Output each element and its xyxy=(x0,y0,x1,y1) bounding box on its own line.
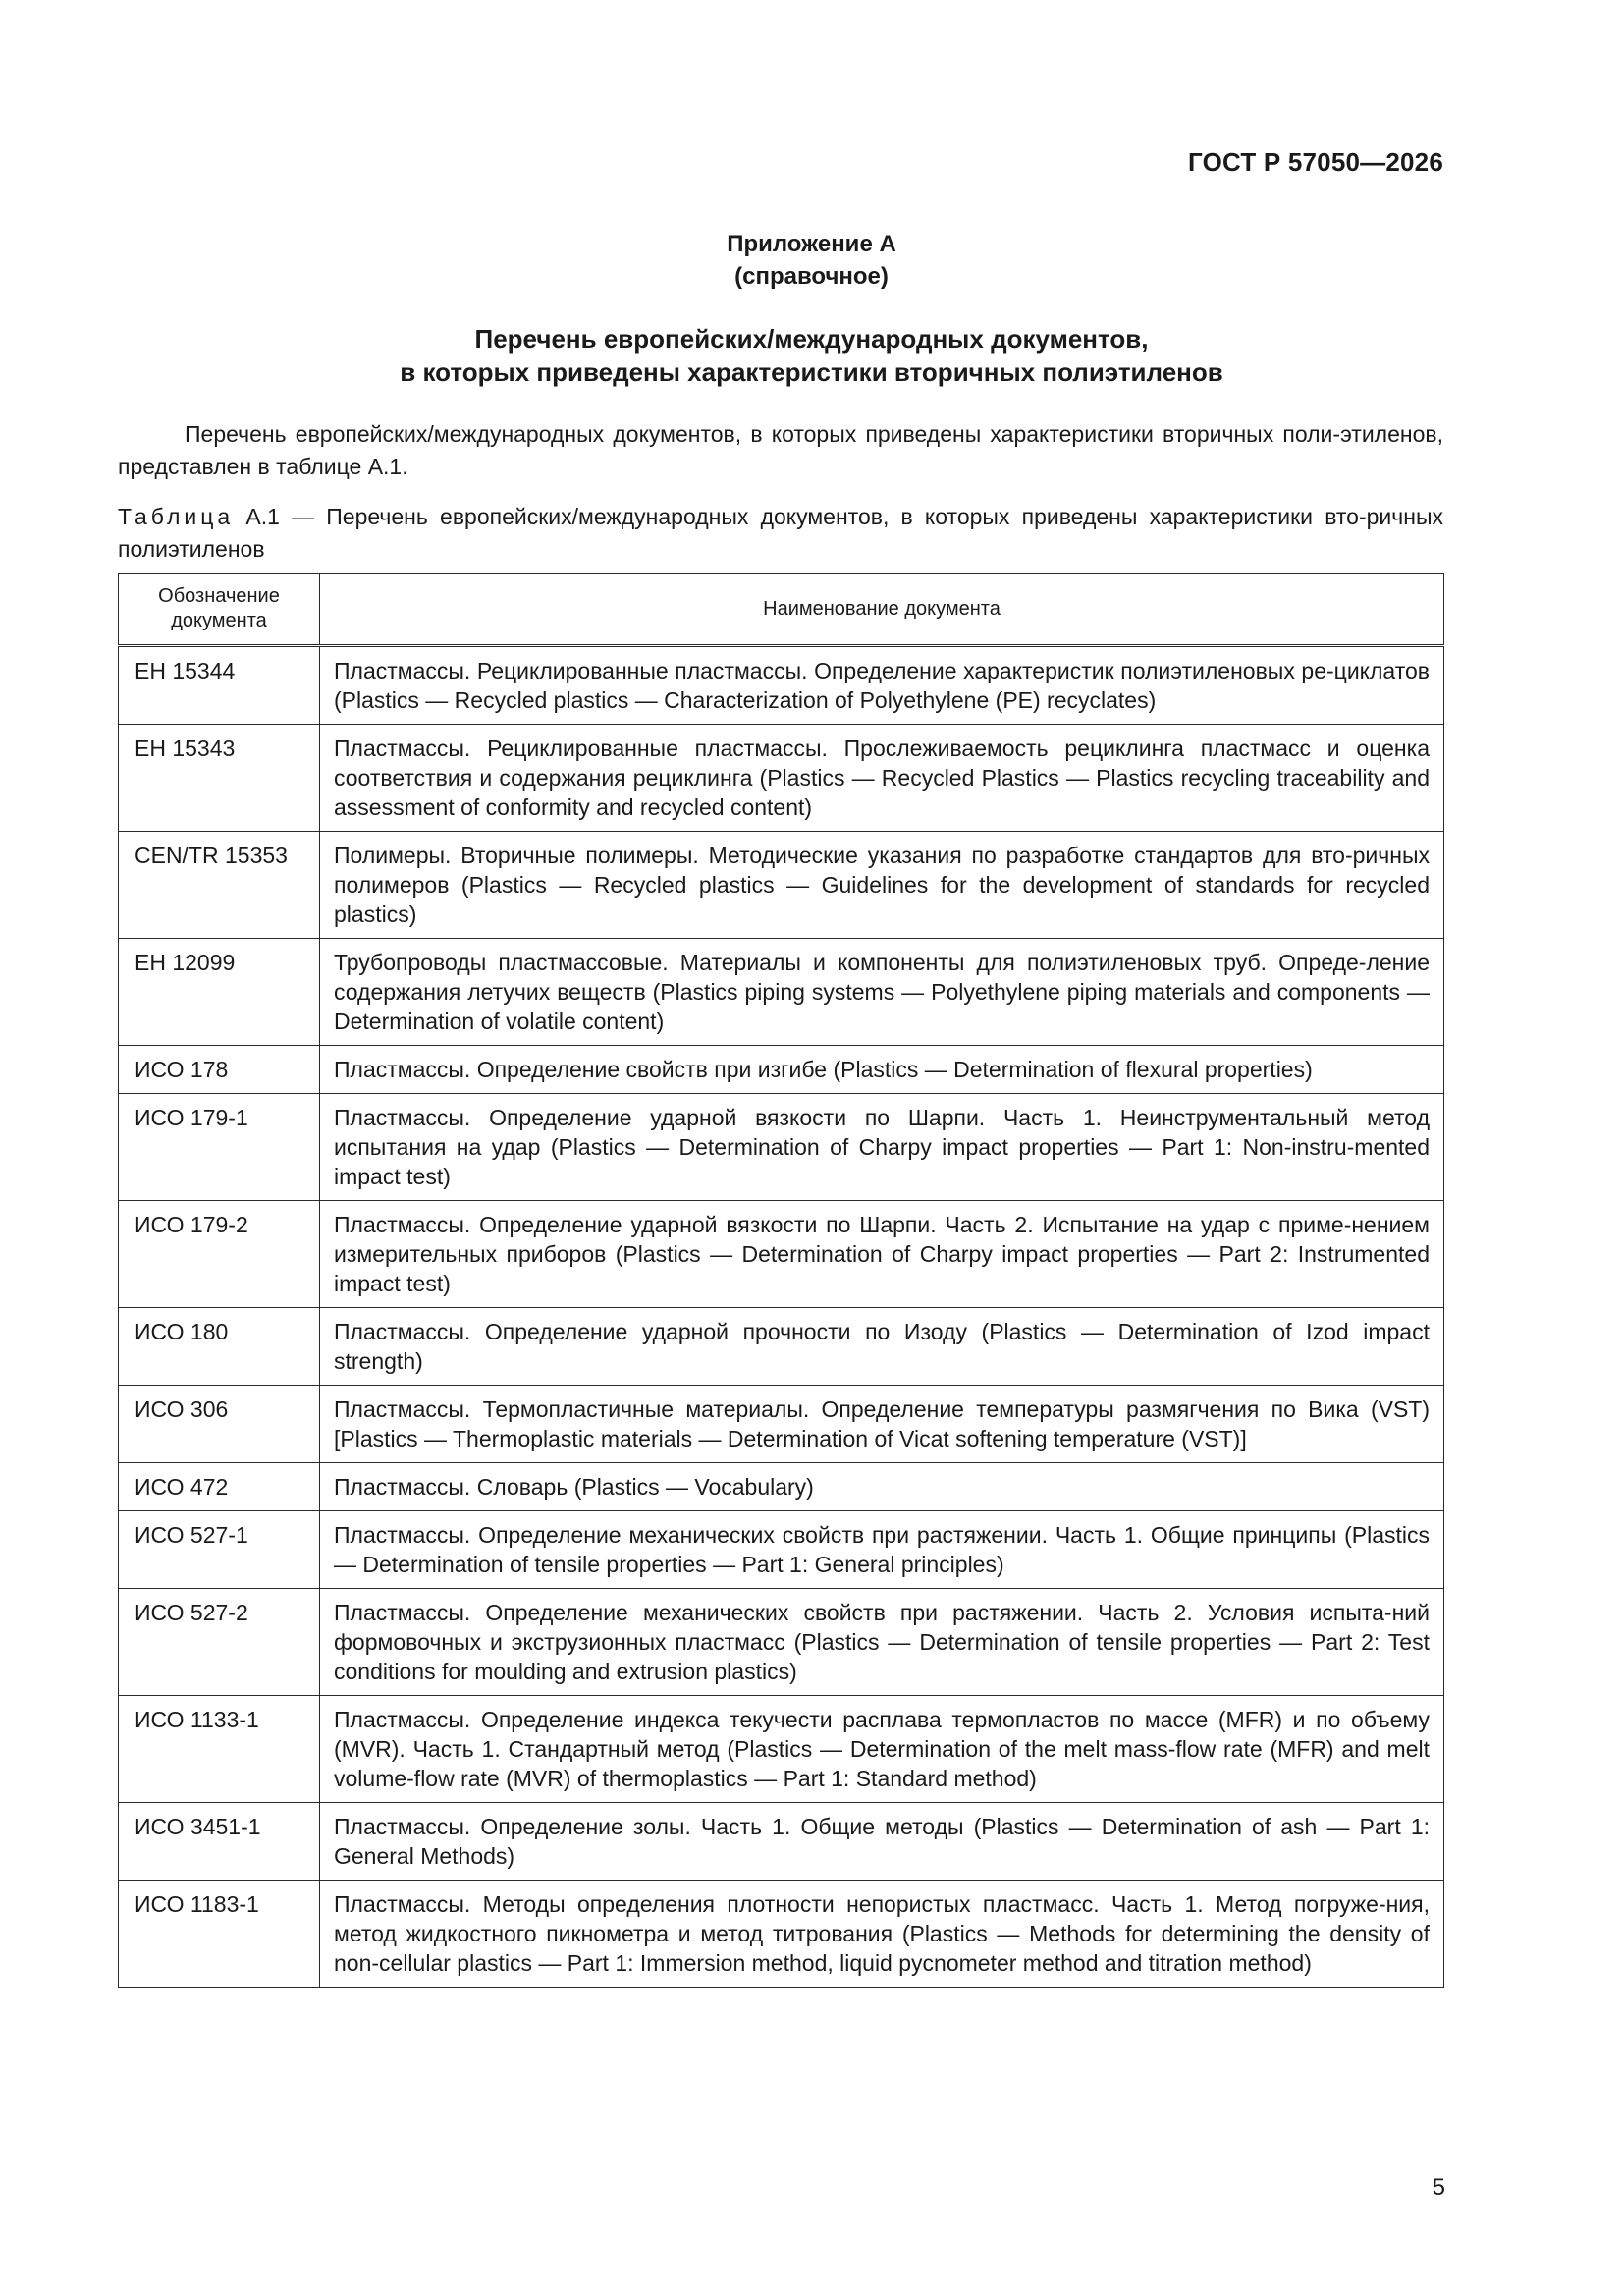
document-code-cell: ИСО 178 xyxy=(119,1046,320,1094)
document-name-cell: Пластмассы. Определение механических свойств при растяжении. Часть 2. Условия испыта-ний формовочных и экструзионных пластмасс (Plastics — Determination of tensile properties — Part 2: Test conditions for moulding and extrusion plastics) xyxy=(320,1589,1444,1696)
table-row xyxy=(119,1046,1444,1094)
list-title-line-2: в которых приведены характеристики вторичных полиэтиленов xyxy=(400,357,1223,387)
table-caption xyxy=(118,501,1443,566)
table-row xyxy=(119,1386,1444,1463)
document-code-cell: CEN/TR 15353 xyxy=(119,832,320,939)
table-row xyxy=(119,1881,1444,1988)
document-name-cell: Полимеры. Вторичные полимеры. Методические указания по разработке стандартов для вто-ричных полимеров (Plastics — Recycled plastics — Guidelines for the development of standards for recycled plastics) xyxy=(320,832,1444,939)
table-row xyxy=(119,725,1444,832)
document-name-cell: Пластмассы. Термопластичные материалы. Определение температуры размягчения по Вика (VST) [Plastics — Thermoplastic materials — Determination of Vicat softening temperature (VST)] xyxy=(320,1386,1444,1463)
table-row xyxy=(119,832,1444,939)
document-name-cell: Пластмассы. Рециклированные пластмассы. Определение характеристик полиэтиленовых ре-циклатов (Plastics — Recycled plastics — Characterization of Polyethylene (PE) recyclates) xyxy=(320,646,1444,725)
table-row xyxy=(119,1511,1444,1589)
annex-subtitle: (справочное) xyxy=(734,263,889,290)
document-code-cell: ИСО 306 xyxy=(119,1386,320,1463)
table-header-row xyxy=(119,574,1444,646)
header-code: Обозначение документа xyxy=(119,574,320,646)
table-row xyxy=(119,1589,1444,1696)
table-caption-text: А.1 — Перечень европейских/международных документов, в которых приведены характеристики вто-ричных полиэтиленов xyxy=(118,504,1443,562)
table-row xyxy=(119,1696,1444,1803)
document-code-cell: ЕН 15343 xyxy=(119,725,320,832)
list-title-line-1: Перечень европейских/международных документов, xyxy=(474,324,1149,354)
document-name-cell: Пластмассы. Определение ударной прочности по Изоду (Plastics — Determination of Izod impact strength) xyxy=(320,1308,1444,1386)
document-name-cell: Пластмассы. Определение ударной вязкости по Шарпи. Часть 1. Неинструментальный метод испытания на удар (Plastics — Determination of Charpy impact properties — Part 1: Non-instru-mented impact test) xyxy=(320,1094,1444,1201)
table-body xyxy=(119,646,1444,1988)
table-row xyxy=(119,646,1444,725)
document-code-cell: ИСО 472 xyxy=(119,1463,320,1511)
document-name-cell: Пластмассы. Методы определения плотности непористых пластмасс. Часть 1. Метод погруже-ния, метод жидкостного пикнометра и метод титрования (Plastics — Methods for determining the density of non-cellular plastics — Part 1: Immersion method, liquid pycnometer method and titration method) xyxy=(320,1881,1444,1988)
table-row xyxy=(119,1308,1444,1386)
document-name-cell: Трубопроводы пластмассовые. Материалы и компоненты для полиэтиленовых труб. Опреде-ление содержания летучих веществ (Plastics piping systems — Polyethylene piping materials and components — Determination of volatile content) xyxy=(320,939,1444,1046)
document-name-cell: Пластмассы. Определение ударной вязкости по Шарпи. Часть 2. Испытание на удар с приме-нением измерительных приборов (Plastics — Determination of Charpy impact properties — Part 2: Instrumented impact test) xyxy=(320,1201,1444,1308)
document-code-cell: ЕН 15344 xyxy=(119,646,320,725)
annex-title: Приложение А xyxy=(727,231,896,257)
annex-heading xyxy=(0,228,1623,293)
document-code-cell: ИСО 3451-1 xyxy=(119,1803,320,1881)
document-code-cell: ИСО 180 xyxy=(119,1308,320,1386)
document-code-cell: ИСО 527-2 xyxy=(119,1589,320,1696)
list-title xyxy=(0,322,1623,389)
intro-paragraph: Перечень европейских/международных документов, в которых приведены характеристики вторичных поли-этиленов, представлен в таблице А.1. xyxy=(118,421,1443,479)
document-code-cell: ИСО 179-1 xyxy=(119,1094,320,1201)
document-name-cell: Пластмассы. Определение свойств при изгибе (Plastics — Determination of flexural properties) xyxy=(320,1046,1444,1094)
document-code-cell: ИСО 1133-1 xyxy=(119,1696,320,1803)
header-name: Наименование документа xyxy=(320,574,1444,646)
document-name-cell: Пластмассы. Словарь (Plastics — Vocabulary) xyxy=(320,1463,1444,1511)
documents-table xyxy=(118,573,1444,1988)
table-row xyxy=(119,1803,1444,1881)
document-code-cell: ИСО 527-1 xyxy=(119,1511,320,1589)
table-row xyxy=(119,1463,1444,1511)
page-number: 5 xyxy=(1432,2174,1445,2201)
table-caption-label: Таблица xyxy=(118,504,235,529)
table-row xyxy=(119,1094,1444,1201)
document-code-cell: ИСО 1183-1 xyxy=(119,1881,320,1988)
table-row xyxy=(119,1201,1444,1308)
document-name-cell: Пластмассы. Определение индекса текучести расплава термопластов по массе (MFR) и по объему (MVR). Часть 1. Стандартный метод (Plastics — Determination of the melt mass-flow rate (MFR) and melt volume-flow rate (MVR) of thermoplastics — Part 1: Standard method) xyxy=(320,1696,1444,1803)
document-name-cell: Пластмассы. Определение золы. Часть 1. Общие методы (Plastics — Determination of ash — Part 1: General Methods) xyxy=(320,1803,1444,1881)
document-code-cell: ЕН 12099 xyxy=(119,939,320,1046)
document-code-cell: ИСО 179-2 xyxy=(119,1201,320,1308)
document-name-cell: Пластмассы. Рециклированные пластмассы. Прослеживаемость рециклинга пластмасс и оценка соответствия и содержания рециклинга (Plastics — Recycled Plastics — Plastics recycling traceability and assessment of conformity and recycled content) xyxy=(320,725,1444,832)
document-name-cell: Пластмассы. Определение механических свойств при растяжении. Часть 1. Общие принципы (Plastics — Determination of tensile properties — Part 1: General principles) xyxy=(320,1511,1444,1589)
document-code: ГОСТ Р 57050—2026 xyxy=(1188,147,1443,177)
table-row xyxy=(119,939,1444,1046)
